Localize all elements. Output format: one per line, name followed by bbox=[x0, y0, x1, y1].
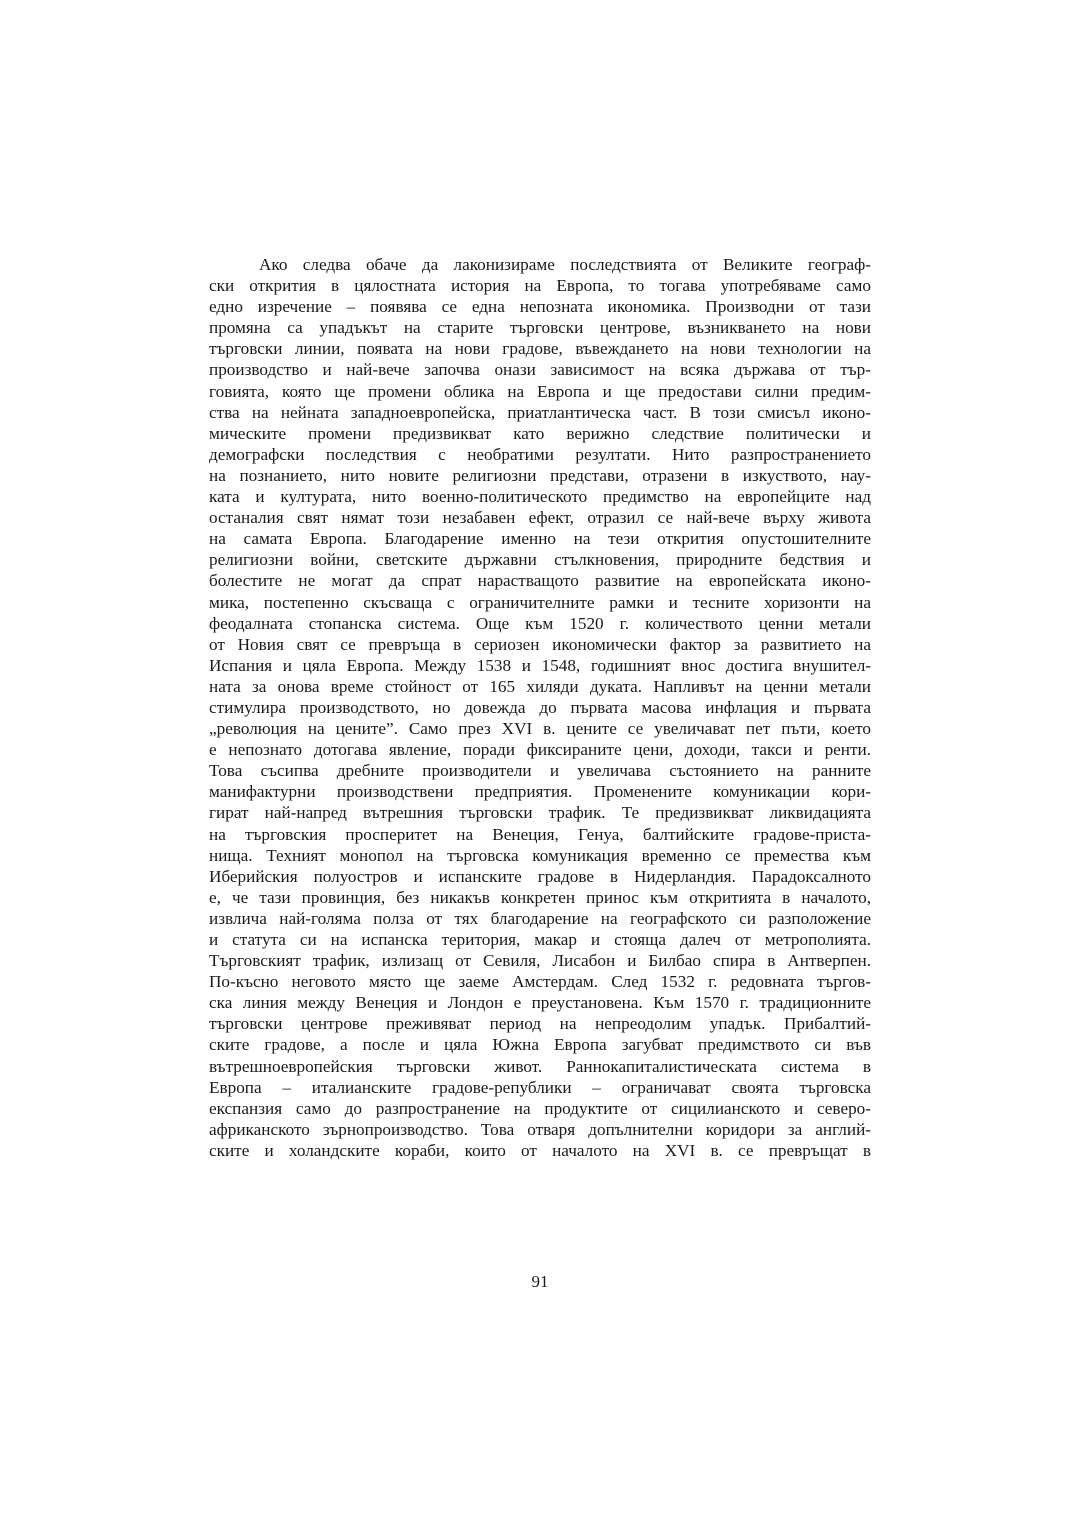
text-line: ката и културата, нито военно-политическото предимство на европейците над bbox=[209, 487, 871, 507]
text-line: Европа – италианските градове-републики – ограничават своята търговска bbox=[209, 1077, 871, 1097]
text-line: едно изречение – появява се една непозната икономика. Производни от тази bbox=[209, 297, 871, 317]
text-line: болестите не могат да спрат нарастващото развитие на европейската иконо- bbox=[209, 571, 871, 591]
text-line: Испания и цяла Европа. Между 1538 и 1548, годишният внос достига внушител- bbox=[209, 655, 871, 675]
text-line: ната за онова време стойност от 165 хиляди дуката. Напливът на ценни метали bbox=[209, 676, 871, 696]
text-line: стимулира производството, но довежда до първата масова инфлация и първата bbox=[209, 697, 871, 717]
text-line: По-късно неговото място ще заеме Амстердам. След 1532 г. редовната търгов- bbox=[209, 972, 871, 992]
text-line: гират най-напред вътрешния търговски трафик. Те предизвикват ликвидацията bbox=[209, 803, 871, 823]
text-line: експанзия само до разпространение на продуктите от сицилианското и северо- bbox=[209, 1098, 871, 1118]
text-line: мика, постепенно скъсваща с ограничителните рамки и тесните хоризонти на bbox=[209, 592, 871, 612]
text-line: демографски последствия с необратими резултати. Нито разпространението bbox=[209, 444, 871, 464]
body-text bbox=[209, 254, 871, 1161]
text-line: Търговският трафик, излизащ от Севиля, Лисабон и Билбао спира в Антверпен. bbox=[209, 951, 871, 971]
page-number: 91 bbox=[531, 1272, 549, 1291]
text-line: извлича най-голяма полза от тях благодарение на географското си разположение bbox=[209, 908, 871, 928]
text-line: ска линия между Венеция и Лондон е преустановена. Към 1570 г. традиционните bbox=[209, 993, 871, 1013]
text-line: на самата Европа. Благодарение именно на тези открития опустошителните bbox=[209, 529, 871, 549]
text-line: от Новия свят се превръща в сериозен икономически фактор за развитието на bbox=[209, 634, 871, 654]
text-line: вътрешноевропейския търговски живот. Раннокапиталистическата система в bbox=[209, 1056, 871, 1076]
text-line: на познанието, нито новите религиозни представи, отразени в изкуството, нау- bbox=[209, 465, 871, 485]
text-line: нища. Техният монопол на търговска комуникация временно се премества към bbox=[209, 845, 871, 865]
text-line: ските градове, а после и цяла Южна Европа загубват предимството си във bbox=[209, 1035, 871, 1055]
text-line: търговски центрове преживяват период на непреодолим упадък. Прибалтий- bbox=[209, 1014, 871, 1034]
text-line: „революция на цените”. Само през XVI в. цените се увеличават пет пъти, което bbox=[209, 719, 871, 739]
text-line: религиозни войни, светските държавни стълкновения, природните бедствия и bbox=[209, 550, 871, 570]
text-line: мическите промени предизвикват като верижно следствие политически и bbox=[209, 423, 871, 443]
text-line: търговски линии, появата на нови градове, въвеждането на нови технологии на bbox=[209, 339, 871, 359]
text-line: африканското зърнопроизводство. Това отваря допълнителни коридори за англий- bbox=[209, 1119, 871, 1139]
text-line: на търговския просперитет на Венеция, Генуа, балтийските градове-приста- bbox=[209, 824, 871, 844]
text-line: говията, която ще промени облика на Европа и ще предостави силни предим- bbox=[209, 381, 871, 401]
text-line: манифактурни производствени предприятия. Променените комуникации кори- bbox=[209, 782, 871, 802]
text-line: ски открития в цялостната история на Европа, то тогава употребяваме само bbox=[209, 276, 871, 296]
text-line: Ако следва обаче да лаконизираме последствията от Великите географ- bbox=[259, 255, 871, 274]
text-line: производство и най-вече започва онази зависимост на всяка държава от тър- bbox=[209, 360, 871, 380]
text-line: промяна са упадъкът на старите търговски центрове, възникването на нови bbox=[209, 318, 871, 338]
text-line: и статута си на испанска територия, макар и стояща далеч от метрополията. bbox=[209, 930, 871, 949]
text-line: е, че тази провинция, без никакъв конкретен принос към откритията в началото, bbox=[209, 887, 871, 907]
text-line: феодалната стопанска система. Още към 1520 г. количеството ценни метали bbox=[209, 613, 871, 633]
text-line: ства на нейната западноевропейска, приатлантическа част. В този смисъл иконо- bbox=[209, 402, 871, 422]
text-line: Това съсипва дребните производители и увеличава състоянието на ранните bbox=[209, 761, 871, 781]
text-line: е непознато дотогава явление, поради фиксираните цени, доходи, такси и ренти. bbox=[209, 740, 871, 760]
text-line: Иберийския полуостров и испанските градове в Нидерландия. Парадоксалното bbox=[209, 866, 871, 886]
text-line: ските и холандските кораби, които от началото на XVI в. се превръщат в bbox=[209, 1140, 871, 1160]
text-line: останалия свят нямат този незабавен ефект, отразил се най-вече върху живота bbox=[209, 508, 871, 528]
